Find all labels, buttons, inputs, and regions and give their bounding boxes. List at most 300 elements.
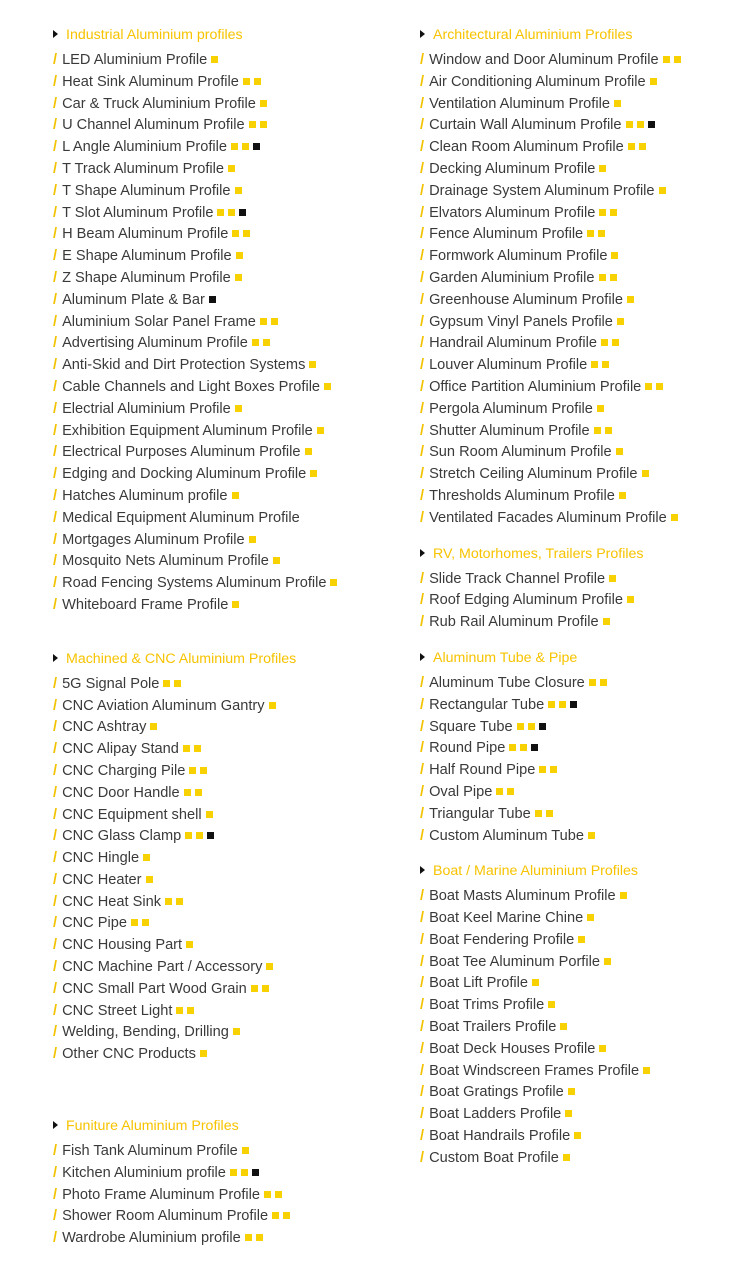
product-link[interactable] (420, 137, 745, 159)
product-label: Triangular Tube (429, 805, 531, 822)
product-link[interactable] (420, 760, 745, 782)
product-link[interactable] (420, 1017, 745, 1039)
slash-bullet-icon: / (53, 1046, 58, 1063)
product-link[interactable] (420, 442, 745, 464)
slash-bullet-icon: / (53, 959, 58, 976)
product-link[interactable] (420, 952, 745, 974)
product-label: Oval Pipe (429, 783, 493, 800)
yellow-square-icon (659, 187, 666, 194)
product-link[interactable] (53, 674, 383, 696)
product-label: Fence Aluminum Profile (429, 226, 584, 243)
slash-bullet-icon: / (420, 422, 425, 439)
product-link[interactable] (53, 870, 383, 892)
product-label: Shutter Aluminum Profile (429, 422, 590, 439)
slash-bullet-icon: / (420, 888, 425, 905)
slash-bullet-icon: / (53, 335, 58, 352)
yellow-square-icon (256, 1234, 263, 1241)
slash-bullet-icon: / (420, 466, 425, 483)
product-label: Pergola Aluminum Profile (429, 400, 593, 417)
product-link[interactable] (53, 442, 383, 464)
product-link[interactable] (53, 115, 383, 137)
yellow-square-icon (588, 832, 595, 839)
yellow-square-icon (496, 788, 503, 795)
product-link[interactable] (420, 159, 745, 181)
product-link[interactable] (53, 935, 383, 957)
category-heading[interactable] (53, 1116, 383, 1136)
slash-bullet-icon: / (420, 378, 425, 395)
yellow-square-icon (620, 892, 627, 899)
category-title: RV, Motorhomes, Trailers Profiles (433, 545, 644, 562)
yellow-square-icon (528, 723, 535, 730)
yellow-square-icon (643, 1067, 650, 1074)
product-label: Elvators Aluminum Profile (429, 204, 596, 221)
category-heading[interactable] (420, 861, 745, 881)
slash-bullet-icon: / (420, 1106, 425, 1123)
category-title: Funiture Aluminium Profiles (66, 1118, 239, 1135)
product-link[interactable] (53, 421, 383, 443)
yellow-square-icon (539, 766, 546, 773)
yellow-square-icon (610, 209, 617, 216)
product-link[interactable] (420, 908, 745, 930)
product-label: Medical Equipment Aluminum Profile (62, 509, 300, 526)
product-link[interactable] (420, 203, 745, 225)
product-label: LED Aluminium Profile (62, 52, 208, 68)
yellow-square-icon (546, 810, 553, 817)
product-label: Cable Channels and Light Boxes Profile (62, 378, 321, 395)
product-label: Kitchen Aluminium profile (62, 1164, 226, 1181)
product-label: Boat Masts Aluminum Profile (429, 888, 616, 905)
product-label: Hatches Aluminum profile (62, 487, 228, 504)
slash-bullet-icon: / (420, 910, 425, 927)
product-label: Mosquito Nets Aluminum Profile (62, 553, 269, 570)
slash-bullet-icon: / (53, 139, 58, 156)
product-label: Aluminum Plate & Bar (62, 291, 205, 308)
product-link[interactable] (420, 695, 745, 717)
yellow-square-icon (241, 1169, 248, 1176)
product-link[interactable] (420, 377, 745, 399)
category-heading[interactable] (53, 25, 383, 45)
slash-bullet-icon: / (53, 828, 58, 845)
product-link[interactable] (53, 1001, 383, 1023)
slash-bullet-icon: / (53, 400, 58, 417)
category-section-architectural-aluminium-profiles (420, 25, 745, 530)
product-link[interactable] (420, 1039, 745, 1061)
product-link[interactable] (53, 979, 383, 1001)
yellow-square-icon (517, 723, 524, 730)
product-link[interactable] (53, 957, 383, 979)
product-label: Z Shape Aluminum Profile (62, 269, 231, 286)
product-label: CNC Pipe (62, 915, 127, 932)
yellow-square-icon (568, 1088, 575, 1095)
product-link[interactable] (53, 826, 383, 848)
product-label: T Shape Aluminum Profile (62, 182, 231, 199)
product-label: CNC Machine Part / Accessory (62, 959, 263, 976)
product-link[interactable] (53, 1141, 383, 1163)
yellow-square-icon (146, 876, 153, 883)
yellow-square-icon (196, 832, 203, 839)
yellow-square-icon (594, 427, 601, 434)
product-link[interactable] (53, 72, 383, 94)
product-link[interactable] (53, 696, 383, 718)
product-label: E Shape Aluminum Profile (62, 248, 232, 265)
slash-bullet-icon: / (420, 313, 425, 330)
yellow-square-icon (330, 579, 337, 586)
product-link[interactable] (420, 782, 745, 804)
category-section-aluminum-tube-pipe (420, 648, 745, 847)
product-label: Window and Door Aluminum Profile (429, 52, 659, 68)
product-label: Curtain Wall Aluminum Profile (429, 117, 622, 134)
yellow-square-icon (532, 979, 539, 986)
product-link[interactable] (420, 290, 745, 312)
product-label: Boat Fendering Profile (429, 931, 575, 948)
product-link[interactable] (420, 224, 745, 246)
yellow-square-icon (150, 723, 157, 730)
product-link[interactable] (53, 551, 383, 573)
product-label: Advertising Aluminum Profile (62, 335, 248, 352)
product-label: CNC Equipment shell (62, 806, 202, 823)
product-label: Heat Sink Aluminum Profile (62, 73, 239, 90)
slash-bullet-icon: / (420, 592, 425, 609)
yellow-square-icon (598, 230, 605, 237)
product-link[interactable] (420, 312, 745, 334)
yellow-square-icon (587, 230, 594, 237)
product-label: Boat Trims Profile (429, 997, 545, 1014)
yellow-square-icon (252, 339, 259, 346)
product-label: Car & Truck Aluminium Profile (62, 95, 256, 112)
slash-bullet-icon: / (420, 614, 425, 631)
product-label: Stretch Ceiling Aluminum Profile (429, 466, 638, 483)
slash-bullet-icon: / (420, 740, 425, 757)
yellow-square-icon (260, 121, 267, 128)
slash-bullet-icon: / (53, 117, 58, 134)
product-label: CNC Heat Sink (62, 893, 162, 910)
product-link[interactable] (420, 826, 745, 848)
product-label: Boat Handrails Profile (429, 1128, 571, 1145)
category-heading[interactable] (420, 544, 745, 564)
slash-bullet-icon: / (420, 509, 425, 526)
product-link[interactable] (420, 886, 745, 908)
product-label: Gypsum Vinyl Panels Profile (429, 313, 613, 330)
slash-bullet-icon: / (420, 1084, 425, 1101)
yellow-square-icon (165, 898, 172, 905)
yellow-square-icon (263, 339, 270, 346)
yellow-square-icon (535, 810, 542, 817)
yellow-square-icon (236, 252, 243, 259)
yellow-square-icon (309, 361, 316, 368)
product-label: Edging and Docking Aluminum Profile (62, 466, 307, 483)
product-label: Thresholds Aluminum Profile (429, 487, 615, 504)
product-link[interactable] (53, 1022, 383, 1044)
product-link[interactable] (420, 930, 745, 952)
product-link[interactable] (53, 508, 383, 530)
slash-bullet-icon: / (420, 1128, 425, 1145)
product-link[interactable] (53, 355, 383, 377)
slash-bullet-icon: / (53, 531, 58, 548)
product-label: Clean Room Aluminum Profile (429, 139, 624, 156)
yellow-square-icon (601, 339, 608, 346)
slash-bullet-icon: / (420, 357, 425, 374)
product-link[interactable] (420, 973, 745, 995)
yellow-square-icon (645, 383, 652, 390)
slash-bullet-icon: / (53, 871, 58, 888)
product-link[interactable] (420, 612, 745, 634)
slash-bullet-icon: / (420, 487, 425, 504)
yellow-square-icon (605, 427, 612, 434)
product-label: Garden Aluminium Profile (429, 269, 595, 286)
product-link[interactable] (53, 312, 383, 334)
slash-bullet-icon: / (53, 226, 58, 243)
category-title: Boat / Marine Aluminium Profiles (433, 863, 639, 880)
product-link[interactable] (53, 399, 383, 421)
product-link[interactable] (53, 377, 383, 399)
product-label: CNC Door Handle (62, 784, 180, 801)
slash-bullet-icon: / (53, 1164, 58, 1181)
slash-bullet-icon: / (420, 73, 425, 90)
product-link[interactable] (53, 137, 383, 159)
product-label: U Channel Aluminum Profile (62, 117, 245, 134)
product-link[interactable] (420, 1082, 745, 1104)
product-link[interactable] (420, 333, 745, 355)
product-link[interactable] (53, 159, 383, 181)
product-link[interactable] (420, 1126, 745, 1148)
slash-bullet-icon: / (420, 400, 425, 417)
product-link[interactable] (53, 805, 383, 827)
yellow-square-icon (266, 963, 273, 970)
yellow-square-icon (271, 318, 278, 325)
slash-bullet-icon: / (420, 226, 425, 243)
product-label: Boat Tee Aluminum Porfile (429, 953, 600, 970)
product-link[interactable] (420, 268, 745, 290)
slash-bullet-icon: / (53, 697, 58, 714)
slash-bullet-icon: / (53, 575, 58, 592)
yellow-square-icon (260, 100, 267, 107)
product-label: L Angle Aluminium Profile (62, 139, 228, 156)
product-label: Fish Tank Aluminum Profile (62, 1143, 238, 1160)
product-link[interactable] (420, 115, 745, 137)
product-link[interactable] (53, 573, 383, 595)
slash-bullet-icon: / (53, 980, 58, 997)
product-link[interactable] (53, 181, 383, 203)
category-title: Machined & CNC Aluminium Profiles (66, 650, 297, 667)
slash-bullet-icon: / (420, 1149, 425, 1166)
yellow-square-icon (264, 1191, 271, 1198)
product-link[interactable] (420, 72, 745, 94)
slash-bullet-icon: / (53, 291, 58, 308)
product-label: Slide Track Channel Profile (429, 570, 606, 587)
product-link[interactable] (53, 333, 383, 355)
yellow-square-icon (597, 405, 604, 412)
product-link[interactable] (53, 203, 383, 225)
yellow-square-icon (231, 143, 238, 150)
slash-bullet-icon: / (420, 696, 425, 713)
yellow-square-icon (611, 252, 618, 259)
product-link[interactable] (53, 848, 383, 870)
yellow-square-icon (642, 470, 649, 477)
product-link[interactable] (420, 181, 745, 203)
product-label: Aluminium Solar Panel Frame (62, 313, 256, 330)
product-link[interactable] (53, 1206, 383, 1228)
yellow-square-icon (184, 789, 191, 796)
product-link[interactable] (53, 761, 383, 783)
yellow-square-icon (235, 405, 242, 412)
product-link[interactable] (420, 738, 745, 760)
product-link[interactable] (420, 717, 745, 739)
slash-bullet-icon: / (53, 444, 58, 461)
product-link[interactable] (420, 246, 745, 268)
yellow-square-icon (305, 448, 312, 455)
product-link[interactable] (53, 224, 383, 246)
product-link[interactable] (53, 464, 383, 486)
product-link[interactable] (420, 995, 745, 1017)
slash-bullet-icon: / (53, 160, 58, 177)
product-link[interactable] (420, 508, 745, 530)
triangle-bullet-icon (53, 654, 58, 662)
yellow-square-icon (228, 209, 235, 216)
yellow-square-icon (249, 536, 256, 543)
slash-bullet-icon: / (53, 248, 58, 265)
yellow-square-icon (600, 679, 607, 686)
product-link[interactable] (53, 246, 383, 268)
yellow-square-icon (232, 492, 239, 499)
category-heading[interactable] (420, 25, 745, 45)
product-link[interactable] (53, 486, 383, 508)
product-label: CNC Ashtray (62, 719, 147, 736)
category-section-industrial-aluminium-profiles (53, 25, 383, 617)
product-label: Ventilated Facades Aluminum Profile (429, 509, 667, 526)
yellow-square-icon (626, 121, 633, 128)
slash-bullet-icon: / (420, 52, 425, 68)
slash-bullet-icon: / (53, 741, 58, 758)
slash-bullet-icon: / (53, 1208, 58, 1225)
product-link[interactable] (420, 1104, 745, 1126)
product-link[interactable] (420, 673, 745, 695)
yellow-square-icon (610, 274, 617, 281)
product-label: H Beam Aluminum Profile (62, 226, 229, 243)
product-link[interactable] (420, 399, 745, 421)
category-title: Architectural Aluminium Profiles (433, 27, 633, 43)
yellow-square-icon (211, 56, 218, 63)
product-link[interactable] (420, 50, 745, 72)
slash-bullet-icon: / (53, 1230, 58, 1247)
yellow-square-icon (627, 596, 634, 603)
product-link[interactable] (53, 1044, 383, 1066)
triangle-bullet-icon (53, 30, 58, 38)
yellow-square-icon (183, 745, 190, 752)
category-section-machined-cnc-aluminium-profiles (53, 649, 383, 1066)
product-link[interactable] (420, 569, 745, 591)
yellow-square-icon (283, 1212, 290, 1219)
slash-bullet-icon: / (53, 675, 58, 692)
product-label: Boat Trailers Profile (429, 1019, 557, 1036)
product-link[interactable] (53, 595, 383, 617)
product-label: Decking Aluminum Profile (429, 160, 596, 177)
yellow-square-icon (599, 165, 606, 172)
product-link[interactable] (53, 1228, 383, 1250)
product-link[interactable] (53, 892, 383, 914)
yellow-square-icon (639, 143, 646, 150)
yellow-square-icon (559, 701, 566, 708)
black-square-icon (539, 723, 546, 730)
slash-bullet-icon: / (53, 553, 58, 570)
product-link[interactable] (420, 355, 745, 377)
product-link[interactable] (53, 268, 383, 290)
slash-bullet-icon: / (53, 204, 58, 221)
product-label: Welding, Bending, Drilling (62, 1024, 229, 1041)
black-square-icon (252, 1169, 259, 1176)
product-label: Wardrobe Aluminium profile (62, 1230, 241, 1247)
yellow-square-icon (235, 274, 242, 281)
product-link[interactable] (420, 1148, 745, 1170)
slash-bullet-icon: / (53, 487, 58, 504)
product-label: CNC Street Light (62, 1002, 173, 1019)
product-link[interactable] (53, 50, 383, 72)
product-label: Air Conditioning Aluminum Profile (429, 73, 646, 90)
yellow-square-icon (603, 618, 610, 625)
product-link[interactable] (420, 804, 745, 826)
yellow-square-icon (243, 230, 250, 237)
product-link[interactable] (53, 530, 383, 552)
slash-bullet-icon: / (420, 335, 425, 352)
slash-bullet-icon: / (420, 762, 425, 779)
product-label: Electrical Purposes Aluminum Profile (62, 444, 301, 461)
triangle-bullet-icon (420, 866, 425, 874)
slash-bullet-icon: / (53, 357, 58, 374)
category-heading[interactable] (53, 649, 383, 669)
product-label: Road Fencing Systems Aluminum Profile (62, 575, 327, 592)
yellow-square-icon (599, 209, 606, 216)
product-link[interactable] (53, 94, 383, 116)
product-label: Boat Windscreen Frames Profile (429, 1062, 640, 1079)
product-link[interactable] (420, 590, 745, 612)
yellow-square-icon (578, 936, 585, 943)
yellow-square-icon (616, 448, 623, 455)
product-link[interactable] (53, 717, 383, 739)
yellow-square-icon (194, 745, 201, 752)
product-link[interactable] (420, 94, 745, 116)
product-link[interactable] (420, 486, 745, 508)
category-heading[interactable] (420, 648, 745, 668)
yellow-square-icon (242, 143, 249, 150)
product-link[interactable] (53, 290, 383, 312)
black-square-icon (207, 832, 214, 839)
product-link[interactable] (420, 1061, 745, 1083)
slash-bullet-icon: / (53, 313, 58, 330)
product-link[interactable] (420, 421, 745, 443)
yellow-square-icon (674, 56, 681, 63)
product-label: Ventilation Aluminum Profile (429, 95, 610, 112)
yellow-square-icon (619, 492, 626, 499)
slash-bullet-icon: / (420, 718, 425, 735)
category-section-funiture-aluminium-profiles (53, 1116, 383, 1250)
product-link[interactable] (53, 739, 383, 761)
product-link[interactable] (53, 1185, 383, 1207)
product-label: Handrail Aluminum Profile (429, 335, 597, 352)
product-label: Boat Lift Profile (429, 975, 529, 992)
yellow-square-icon (548, 1001, 555, 1008)
product-label: Office Partition Aluminium Profile (429, 378, 642, 395)
product-link[interactable] (420, 464, 745, 486)
yellow-square-icon (235, 187, 242, 194)
yellow-square-icon (232, 230, 239, 237)
product-link[interactable] (53, 1163, 383, 1185)
yellow-square-icon (230, 1169, 237, 1176)
product-link[interactable] (53, 783, 383, 805)
black-square-icon (209, 296, 216, 303)
slash-bullet-icon: / (420, 204, 425, 221)
slash-bullet-icon: / (420, 570, 425, 587)
product-link[interactable] (53, 913, 383, 935)
yellow-square-icon (251, 985, 258, 992)
